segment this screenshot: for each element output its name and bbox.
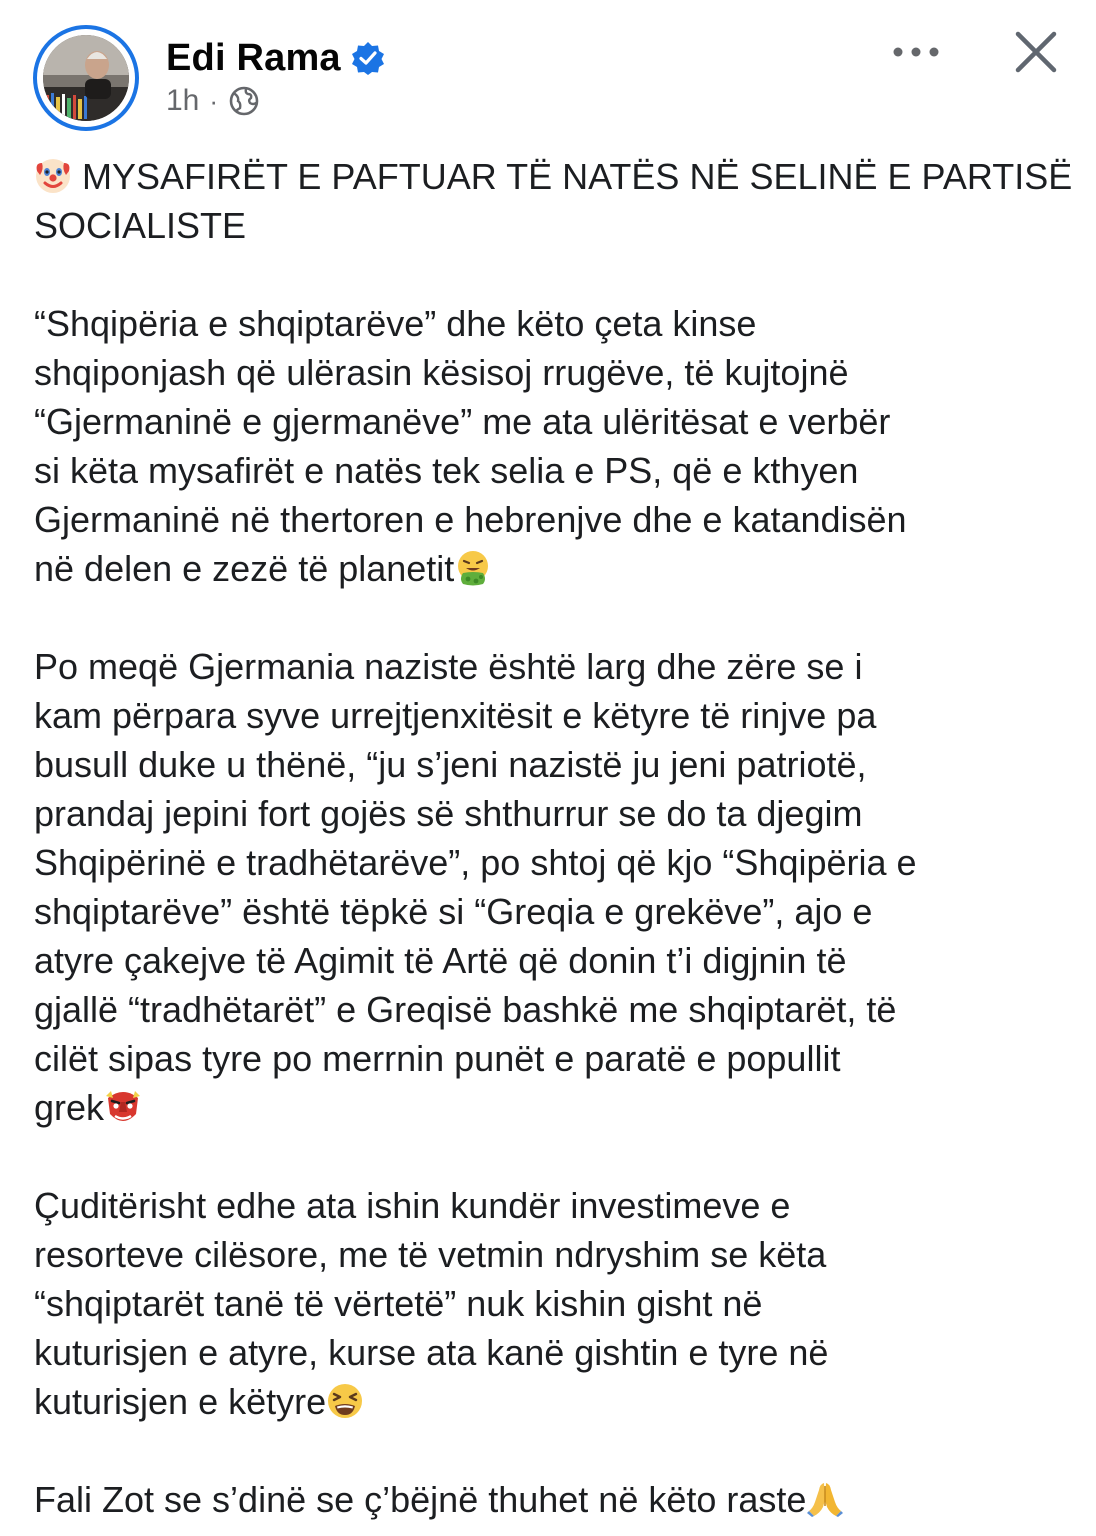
p3-line: kuturisjen e atyre, kurse ata kanë gishtin e tyre në xyxy=(34,1332,829,1373)
goblin-mask-emoji xyxy=(104,1088,142,1126)
post-title-text: MYSAFIRËT E PAFTUAR TË NATËS NË SELINË E PARTISË SOCIALISTE xyxy=(34,156,1073,246)
profile-avatar[interactable] xyxy=(33,25,139,131)
paragraph-1 xyxy=(34,299,1074,593)
p1-line: Gjermaninë në thertoren e hebrenjve dhe e katandisën xyxy=(34,499,907,540)
post-time[interactable]: 1h xyxy=(166,84,200,117)
p2-line: gjallë “tradhëtarët” e Greqisë bashkë me shqiptarët, të xyxy=(34,989,897,1030)
tired-face-emoji xyxy=(326,1382,364,1420)
post-body xyxy=(34,152,1074,1524)
p3-line: Çuditërisht edhe ata ishin kundër investimeve e xyxy=(34,1185,791,1226)
more-options-button[interactable] xyxy=(886,30,946,74)
p1-line: shqiponjash që ulërasin kësisoj rrugëve, të kujtojnë xyxy=(34,352,849,393)
p2-line: shqiptarëve” është tëpkë si “Greqia e grekëve”, ajo e xyxy=(34,891,873,932)
clown-face-emoji xyxy=(34,157,72,195)
paragraph-2 xyxy=(34,642,1074,1132)
p2-line: grek xyxy=(34,1087,105,1128)
p1-line: “Shqipëria e shqiptarëve” dhe këto çeta kinse xyxy=(34,303,757,344)
p2-line: cilët sipas tyre po merrnin punët e paratë e popullit xyxy=(34,1038,841,1079)
p1-line: si këta mysafirët e natës tek selia e PS, që e kthyen xyxy=(34,450,859,491)
globe-icon[interactable] xyxy=(228,85,260,117)
p2-line: atyre çakejve të Agimit të Artë që donin t’i digjnin të xyxy=(34,940,847,981)
p1-line: “Gjermaninë e gjermanëve” me ata ulëritësat e verbër xyxy=(34,401,891,442)
p4-text: Fali Zot se s’dinë se ç’bëjnë thuhet në këto raste xyxy=(34,1479,807,1520)
meta-separator: · xyxy=(209,85,219,116)
folded-hands-emoji xyxy=(806,1480,844,1518)
p2-line: Po meqë Gjermania naziste është larg dhe zëre se i xyxy=(34,646,863,687)
post-meta xyxy=(166,84,260,118)
close-icon[interactable] xyxy=(1008,24,1064,80)
p2-line: prandaj jepini fort gojës së shthurrur se do ta djegim xyxy=(34,793,863,834)
avatar-photo xyxy=(43,35,129,121)
post-header xyxy=(0,0,1096,140)
more-options-icon xyxy=(892,46,940,58)
author-name[interactable]: Edi Rama xyxy=(166,36,341,79)
p1-line: në delen e zezë të planetit xyxy=(34,548,455,589)
vomiting-face-emoji xyxy=(454,549,492,587)
p3-line: “shqiptarët tanë të vërtetë” nuk kishin gisht në xyxy=(34,1283,763,1324)
paragraph-3 xyxy=(34,1181,1074,1426)
p2-line: Shqipërinë e tradhëtarëve”, po shtoj që kjo “Shqipëria e xyxy=(34,842,917,883)
paragraph-4 xyxy=(34,1475,1074,1524)
p2-line: kam përpara syve urrejtjenxitësit e këtyre të rinjve pa xyxy=(34,695,877,736)
p2-line: busull duke u thënë, “ju s’jeni nazistë ju jeni patriotë, xyxy=(34,744,867,785)
p3-line: kuturisjen e këtyre xyxy=(34,1381,327,1422)
verified-badge-icon xyxy=(351,41,385,75)
post-title xyxy=(34,152,1074,250)
p3-line: resorteve cilësore, me të vetmin ndryshim se këta xyxy=(34,1234,827,1275)
